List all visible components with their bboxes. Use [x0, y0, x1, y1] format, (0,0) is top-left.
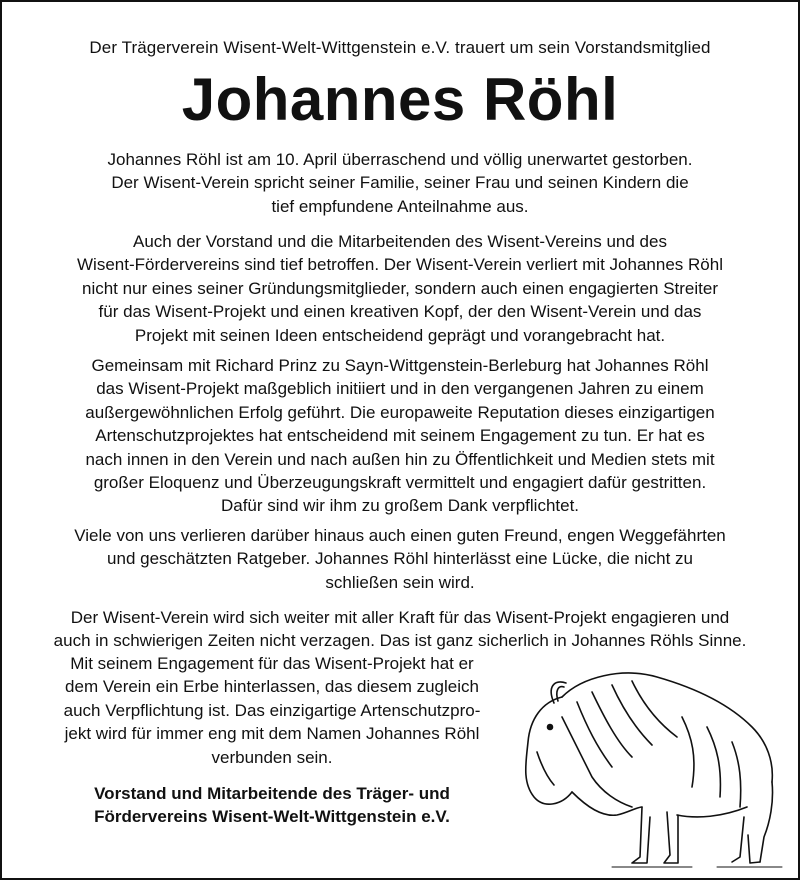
- text-line: Gemeinsam mit Richard Prinz zu Sayn-Wittgenstein-Berleburg hat Johannes Röhl: [91, 356, 709, 375]
- text-line: nicht nur eines seiner Gründungsmitglieder, sondern auch einen engagierten Streiter: [81, 278, 718, 298]
- text-line: auch Verpflichtung ist. Das einzigartige Artenschutzpro-: [63, 700, 481, 720]
- text-line: Auch der Vorstand und die Mitarbeitenden des Wisent-Vereins und des: [133, 232, 667, 251]
- intro-line: Der Trägerverein Wisent-Welt-Wittgenstein e.V. trauert um sein Vorstandsmitglied: [89, 38, 711, 57]
- paragraph-1: [42, 148, 758, 218]
- deceased-name: Johannes Röhl: [181, 66, 619, 133]
- text-line: und geschätzten Ratgeber. Johannes Röhl hinterlässt eine Lücke, die nicht zu: [107, 549, 693, 569]
- text-line: das Wisent-Projekt maßgeblich initiiert und in den vergangenen Jahren zu einem: [96, 379, 704, 399]
- text-line: nach innen in den Verein und nach außen hin zu Öffentlichkeit und Medien stets mit: [85, 449, 715, 469]
- text-line: Der Wisent-Verein spricht seiner Familie, seiner Frau und seinen Kindern die: [111, 173, 689, 193]
- paragraph-5: [42, 606, 758, 653]
- text-line: Dafür sind wir ihm zu großem Dank verpflichtet.: [220, 496, 580, 516]
- paragraph-2: [42, 230, 758, 347]
- text-line: großer Eloquenz und Überzeugungskraft vermittelt und engagiert dafür gestritten.: [93, 473, 707, 493]
- signature-line: Vorstand und Mitarbeitende des Träger- und: [94, 784, 450, 803]
- text-line: auch in schwierigen Zeiten nicht verzagen. Das ist ganz sicherlich in Johannes Röhls Sinne.: [53, 631, 747, 651]
- text-line: Projekt mit seinen Ideen entscheidend geprägt und vorangebracht hat.: [134, 325, 666, 345]
- text-line: jekt wird für immer eng mit dem Namen Johannes Röhl: [64, 724, 480, 744]
- text-line: Artenschutzprojektes hat entscheidend mit seinem Engagement zu tun. Er hat es: [95, 426, 705, 446]
- text-line: außergewöhnlichen Erfolg geführt. Die europaweite Reputation dieses einzigartigen: [85, 402, 715, 422]
- paragraph-4: [42, 524, 758, 594]
- text-line: Der Wisent-Verein wird sich weiter mit aller Kraft für das Wisent-Projekt engagieren und: [70, 608, 730, 627]
- signature-line: Fördervereins Wisent-Welt-Wittgenstein e.V.: [94, 807, 450, 827]
- bison-icon: [492, 657, 792, 872]
- text-line: dem Verein ein Erbe hinterlassen, das diesem zugleich: [65, 677, 479, 697]
- text-line: Viele von uns verlieren darüber hinaus auch einen guten Freund, engen Weggefährten: [74, 526, 726, 545]
- text-line: verbunden sein.: [211, 747, 333, 767]
- paragraph-6: [52, 652, 492, 769]
- text-line: schließen sein wird.: [325, 572, 475, 592]
- text-line: Johannes Röhl ist am 10. April überraschend und völlig unerwartet gestorben.: [107, 150, 693, 169]
- text-line: tief empfundene Anteilnahme aus.: [271, 196, 529, 216]
- text-line: für das Wisent-Projekt und einen kreativen Kopf, der den Wisent-Verein und das: [98, 302, 702, 322]
- signature-block: [52, 782, 492, 829]
- paragraph-3: [42, 354, 758, 518]
- text-line: Mit seinem Engagement für das Wisent-Projekt hat er: [70, 654, 474, 673]
- text-line: Wisent-Fördervereins sind tief betroffen. Der Wisent-Verein verliert mit Johannes Röhl: [77, 255, 723, 275]
